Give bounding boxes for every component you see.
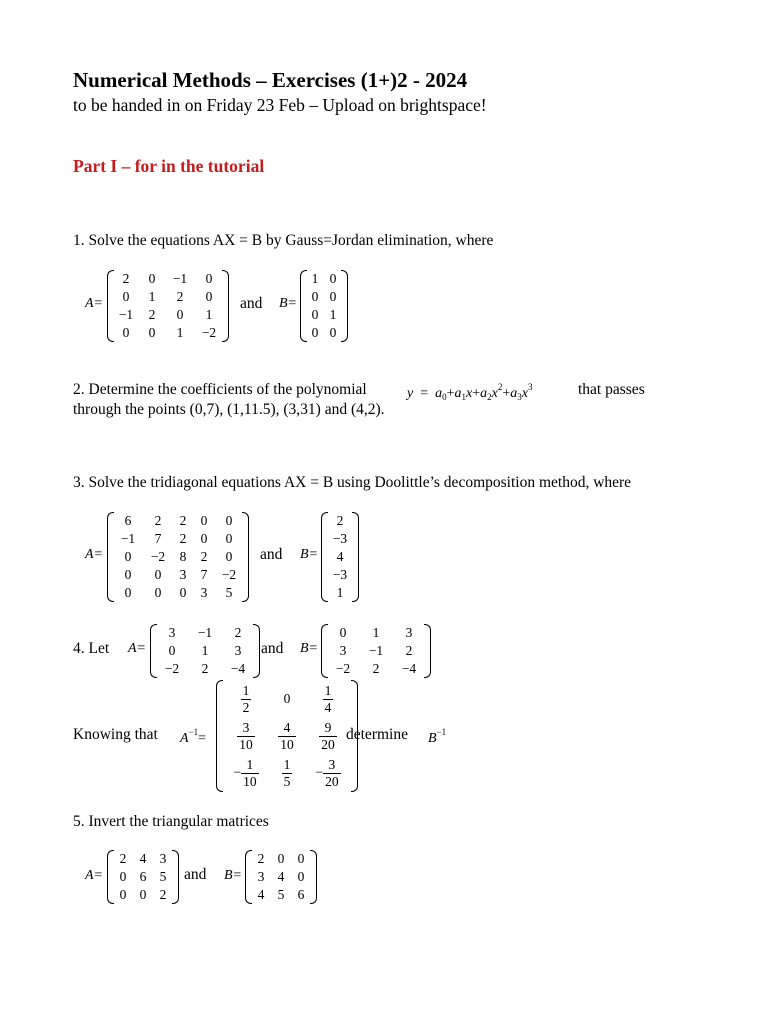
q5-b-label: B= xyxy=(224,868,242,883)
matrix-cell: 2 xyxy=(257,851,265,866)
q4-and: and xyxy=(261,640,284,657)
matrix-cell: −2 xyxy=(164,661,180,676)
matrix-cell: 0 xyxy=(124,585,132,600)
matrix-cell: 0 xyxy=(329,271,337,286)
matrix-cell: 0 xyxy=(148,325,156,340)
q3-and: and xyxy=(260,546,283,563)
q1-and: and xyxy=(240,295,263,312)
q5-a-label: A= xyxy=(85,868,103,883)
matrix-cell: 0 xyxy=(297,869,305,884)
matrix-cell: 1 xyxy=(336,585,344,600)
matrix-cell: −1 xyxy=(172,271,188,286)
question-2-text-c: through the points (0,7), (1,11.5), (3,31) and (4,2). xyxy=(73,401,385,418)
matrix-cell: 2 xyxy=(119,851,127,866)
frac: $\frac{1}{5}$ xyxy=(283,756,291,789)
q1-b-label: B= xyxy=(279,296,297,311)
q5-matrix-a xyxy=(107,850,179,904)
matrix-cell: 1 xyxy=(205,307,213,322)
matrix-cell: 3 xyxy=(339,643,347,658)
matrix-cell: 0 xyxy=(225,549,233,564)
matrix-cell: 1 xyxy=(176,325,184,340)
q1-matrix-a xyxy=(107,270,229,342)
matrix-cell: 0 xyxy=(154,585,162,600)
matrix-cell: 2 xyxy=(234,625,242,640)
q3-b-label: B= xyxy=(300,547,318,562)
matrix-cell: 5 xyxy=(159,869,167,884)
matrix-cell: 3 xyxy=(159,851,167,866)
matrix-cell: 3 xyxy=(200,585,208,600)
question-2-text-b: that passes xyxy=(578,381,645,398)
matrix-cell: 1 xyxy=(372,625,380,640)
matrix-cell: 2 xyxy=(154,513,162,528)
matrix-cell: 5 xyxy=(277,887,285,902)
question-2-text: 2. Determine the coefficients of the polynomial xyxy=(73,381,367,398)
matrix-cell: 1 xyxy=(329,307,337,322)
matrix-cell: 5 xyxy=(225,585,233,600)
q4-matrix-ainv: $\frac{1}{2}$ 0 $\frac{1}{4}$ $\frac{3}{10}$ $\frac{4}{10}$ $\frac{9}{20}$ − $\frac{1}{10}$ $\frac{1}{5}$ − $\frac{3}{20}$ xyxy=(216,680,358,792)
matrix-cell: 0 xyxy=(225,513,233,528)
matrix-cell: 6 xyxy=(297,887,305,902)
matrix-cell: 0 xyxy=(311,289,319,304)
matrix-cell: 0 xyxy=(339,625,347,640)
matrix-cell: 3 xyxy=(257,869,265,884)
matrix-cell: 2 xyxy=(336,513,344,528)
q4-determine: determine xyxy=(346,726,408,743)
q4-matrix-b xyxy=(321,624,431,678)
matrix-cell: 2 xyxy=(372,661,380,676)
matrix-cell: 0 xyxy=(200,513,208,528)
matrix-cell: 0 xyxy=(168,643,176,658)
q5-matrix-b xyxy=(245,850,317,904)
matrix-cell: 0 xyxy=(139,887,147,902)
matrix-cell: −4 xyxy=(401,661,417,676)
q5-and: and xyxy=(184,866,207,883)
matrix-cell: 0 xyxy=(329,289,337,304)
question-1-text: 1. Solve the equations AX = B by Gauss=Jordan elimination, where xyxy=(73,232,494,249)
matrix-cell: 0 xyxy=(124,549,132,564)
q2-polynomial: $y = a_0+a_1x+a_2x^2+a_3x^3$ xyxy=(407,382,533,402)
matrix-cell: −1 xyxy=(120,531,136,546)
matrix-cell: 0 xyxy=(176,307,184,322)
matrix-cell: 1 xyxy=(201,643,209,658)
matrix-cell: 7 xyxy=(154,531,162,546)
frac: $\frac{3}{10}$ xyxy=(239,719,253,752)
section-heading: Part I – for in the tutorial xyxy=(73,156,265,176)
matrix-cell: 3 xyxy=(405,625,413,640)
matrix-cell: 3 xyxy=(179,567,187,582)
matrix-cell: 0 xyxy=(119,869,127,884)
frac: $\frac{1}{2}$ xyxy=(242,682,250,715)
matrix-cell: −2 xyxy=(201,325,217,340)
q3-matrix-a xyxy=(107,512,249,602)
question-5-text: 5. Invert the triangular matrices xyxy=(73,813,269,830)
matrix-cell: 3 xyxy=(234,643,242,658)
matrix-cell: 2 xyxy=(176,289,184,304)
frac: $\frac{1}{10}$ xyxy=(243,756,257,789)
frac: $\frac{4}{10}$ xyxy=(280,719,294,752)
q4-a-label: A= xyxy=(128,641,146,656)
matrix-cell: 0 xyxy=(311,307,319,322)
matrix-cell: 6 xyxy=(139,869,147,884)
page-subtitle: to be handed in on Friday 23 Feb – Upload on brightspace! xyxy=(73,95,487,115)
matrix-cell: 7 xyxy=(200,567,208,582)
matrix-cell: 2 xyxy=(148,307,156,322)
q1-a-label: A= xyxy=(85,296,103,311)
matrix-cell: 6 xyxy=(124,513,132,528)
matrix-cell: 0 xyxy=(205,289,213,304)
q3-a-label: A= xyxy=(85,547,103,562)
matrix-cell: 0 xyxy=(124,567,132,582)
matrix-cell: 0 xyxy=(311,325,319,340)
matrix-cell: −1 xyxy=(197,625,213,640)
matrix-cell: −3 xyxy=(332,531,348,546)
matrix-cell: −1 xyxy=(368,643,384,658)
matrix-cell: 8 xyxy=(179,549,187,564)
matrix-cell: 0 xyxy=(122,325,130,340)
question-3-text: 3. Solve the tridiagonal equations AX = B using Doolittle’s decomposition method, where xyxy=(73,474,632,491)
matrix-cell: 0 xyxy=(122,289,130,304)
matrix-cell: 0 xyxy=(329,325,337,340)
matrix-cell: 0 xyxy=(200,531,208,546)
matrix-cell: 2 xyxy=(179,531,187,546)
frac: $\frac{9}{20}$ xyxy=(321,719,335,752)
matrix-cell: 0 xyxy=(119,887,127,902)
matrix-cell: −2 xyxy=(150,549,166,564)
matrix-cell: 2 xyxy=(200,549,208,564)
q4-b-label: B= xyxy=(300,641,318,656)
matrix-cell: 0 xyxy=(225,531,233,546)
matrix-cell: 2 xyxy=(179,513,187,528)
q4-ainv-label: $A^{-1}=$ xyxy=(180,727,207,746)
matrix-cell: 2 xyxy=(405,643,413,658)
q1-matrix-b xyxy=(300,270,348,342)
matrix-cell: 1 xyxy=(311,271,319,286)
matrix-cell: −2 xyxy=(221,567,237,582)
matrix-cell: 1 xyxy=(148,289,156,304)
matrix-cell: 3 xyxy=(168,625,176,640)
matrix-cell: 2 xyxy=(159,887,167,902)
matrix-cell: −4 xyxy=(230,661,246,676)
matrix-cell: −3 xyxy=(332,567,348,582)
q4-binv-label: $B^{-1}$ xyxy=(428,727,447,746)
frac: $\frac{1}{4}$ xyxy=(324,682,332,715)
matrix-cell: 2 xyxy=(201,661,209,676)
matrix-cell: 0 xyxy=(205,271,213,286)
q4-matrix-a xyxy=(150,624,260,678)
matrix-cell: 4 xyxy=(277,869,285,884)
matrix-cell: 0 xyxy=(297,851,305,866)
matrix-cell: 2 xyxy=(122,271,130,286)
matrix-cell: 4 xyxy=(139,851,147,866)
question-4-let: 4. Let xyxy=(73,640,110,657)
matrix-cell: 0 xyxy=(179,585,187,600)
matrix-cell: 4 xyxy=(257,887,265,902)
page-title: Numerical Methods – Exercises (1+)2 - 2024 xyxy=(73,68,468,92)
matrix-cell: 4 xyxy=(336,549,344,564)
q4-knowing: Knowing that xyxy=(73,726,158,743)
matrix-cell: 0 xyxy=(148,271,156,286)
matrix-cell: −1 xyxy=(118,307,134,322)
frac: $\frac{3}{20}$ xyxy=(325,756,339,789)
matrix-cell: 0 xyxy=(154,567,162,582)
matrix-cell: 0 xyxy=(277,851,285,866)
matrix-cell: −2 xyxy=(335,661,351,676)
q3-matrix-b xyxy=(321,512,359,602)
